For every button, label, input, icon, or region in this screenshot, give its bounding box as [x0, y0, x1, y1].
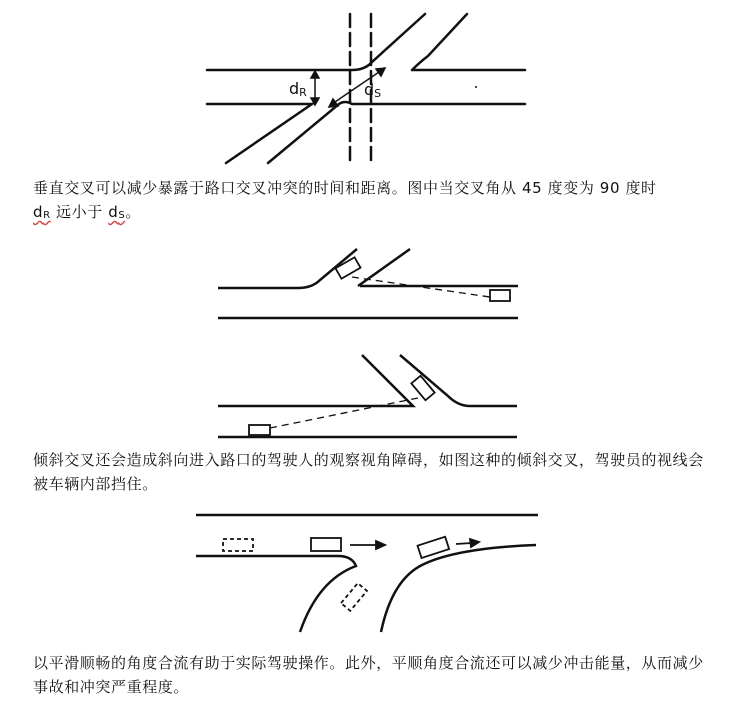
- dot-mark: [475, 86, 477, 88]
- main-road-top-left-edge: [207, 14, 425, 70]
- vehicle-main-road: [311, 538, 341, 551]
- caption1-ds: dS: [108, 203, 126, 221]
- figure-skew-view-top: [218, 249, 518, 318]
- label-dr: dR: [289, 79, 307, 99]
- caption1-dr: dR: [33, 203, 51, 221]
- merge-road-bottom-left: [196, 556, 356, 632]
- skew-bottom-road-upper-left: [218, 355, 413, 406]
- dr-arrow-head-top: [311, 71, 319, 78]
- vehicle-ghost-ramp: [341, 583, 367, 611]
- arrow-merged-head: [470, 539, 479, 547]
- caption-crossing-angle: 垂直交叉可以减少暴露于路口交叉冲突的时间和距离。图中当交叉角从 45 度变为 90 度时 dR 远小于 dS。: [33, 179, 657, 221]
- merge-road-bottom-right: [381, 545, 536, 632]
- arrow-main-head: [376, 541, 385, 549]
- merge-direction-arrows: [350, 539, 479, 549]
- figure-smooth-merge: [196, 515, 538, 632]
- vehicle-on-main-road-left: [249, 425, 270, 435]
- label-ds: dS: [364, 80, 382, 100]
- caption-smooth-merge: 以平滑顺畅的角度合流有助于实际驾驶操作。此外，平顺角度合流还可以减少冲击能量，从而减少事故和冲突严重程度。: [33, 654, 704, 696]
- ds-arrow-head-upper: [376, 68, 385, 76]
- vehicle-ghost-left: [223, 539, 253, 551]
- main-road-bottom-left-edge: [207, 104, 312, 163]
- sight-line-bottom: [270, 398, 418, 428]
- main-road-top-right-edge: [412, 14, 525, 70]
- arrow-merged-shaft: [456, 543, 472, 544]
- vehicle-merged: [418, 537, 450, 558]
- main-road-bottom-right-edge: [268, 102, 525, 163]
- merge-vehicles: [223, 537, 449, 611]
- figure1-dimension-markers: [311, 68, 477, 107]
- vehicle-on-main-road: [490, 290, 510, 301]
- vehicle-on-skew-approach-right: [411, 376, 434, 401]
- caption-skew-view: 倾斜交叉还会造成斜向进入路口的驾驶人的观察视角障碍，如图这种的倾斜交叉，驾驶员的视线会被车辆内部挡住。: [33, 451, 704, 493]
- skew-top-road-upper-right: [358, 249, 518, 286]
- skew-top-vehicles: [335, 257, 510, 301]
- vehicle-on-skew-approach: [335, 257, 360, 278]
- caption1-text: 垂直交叉可以减少暴露于路口交叉冲突的时间和距离。图中当交叉角从 45 度变为 90 度时: [33, 179, 657, 197]
